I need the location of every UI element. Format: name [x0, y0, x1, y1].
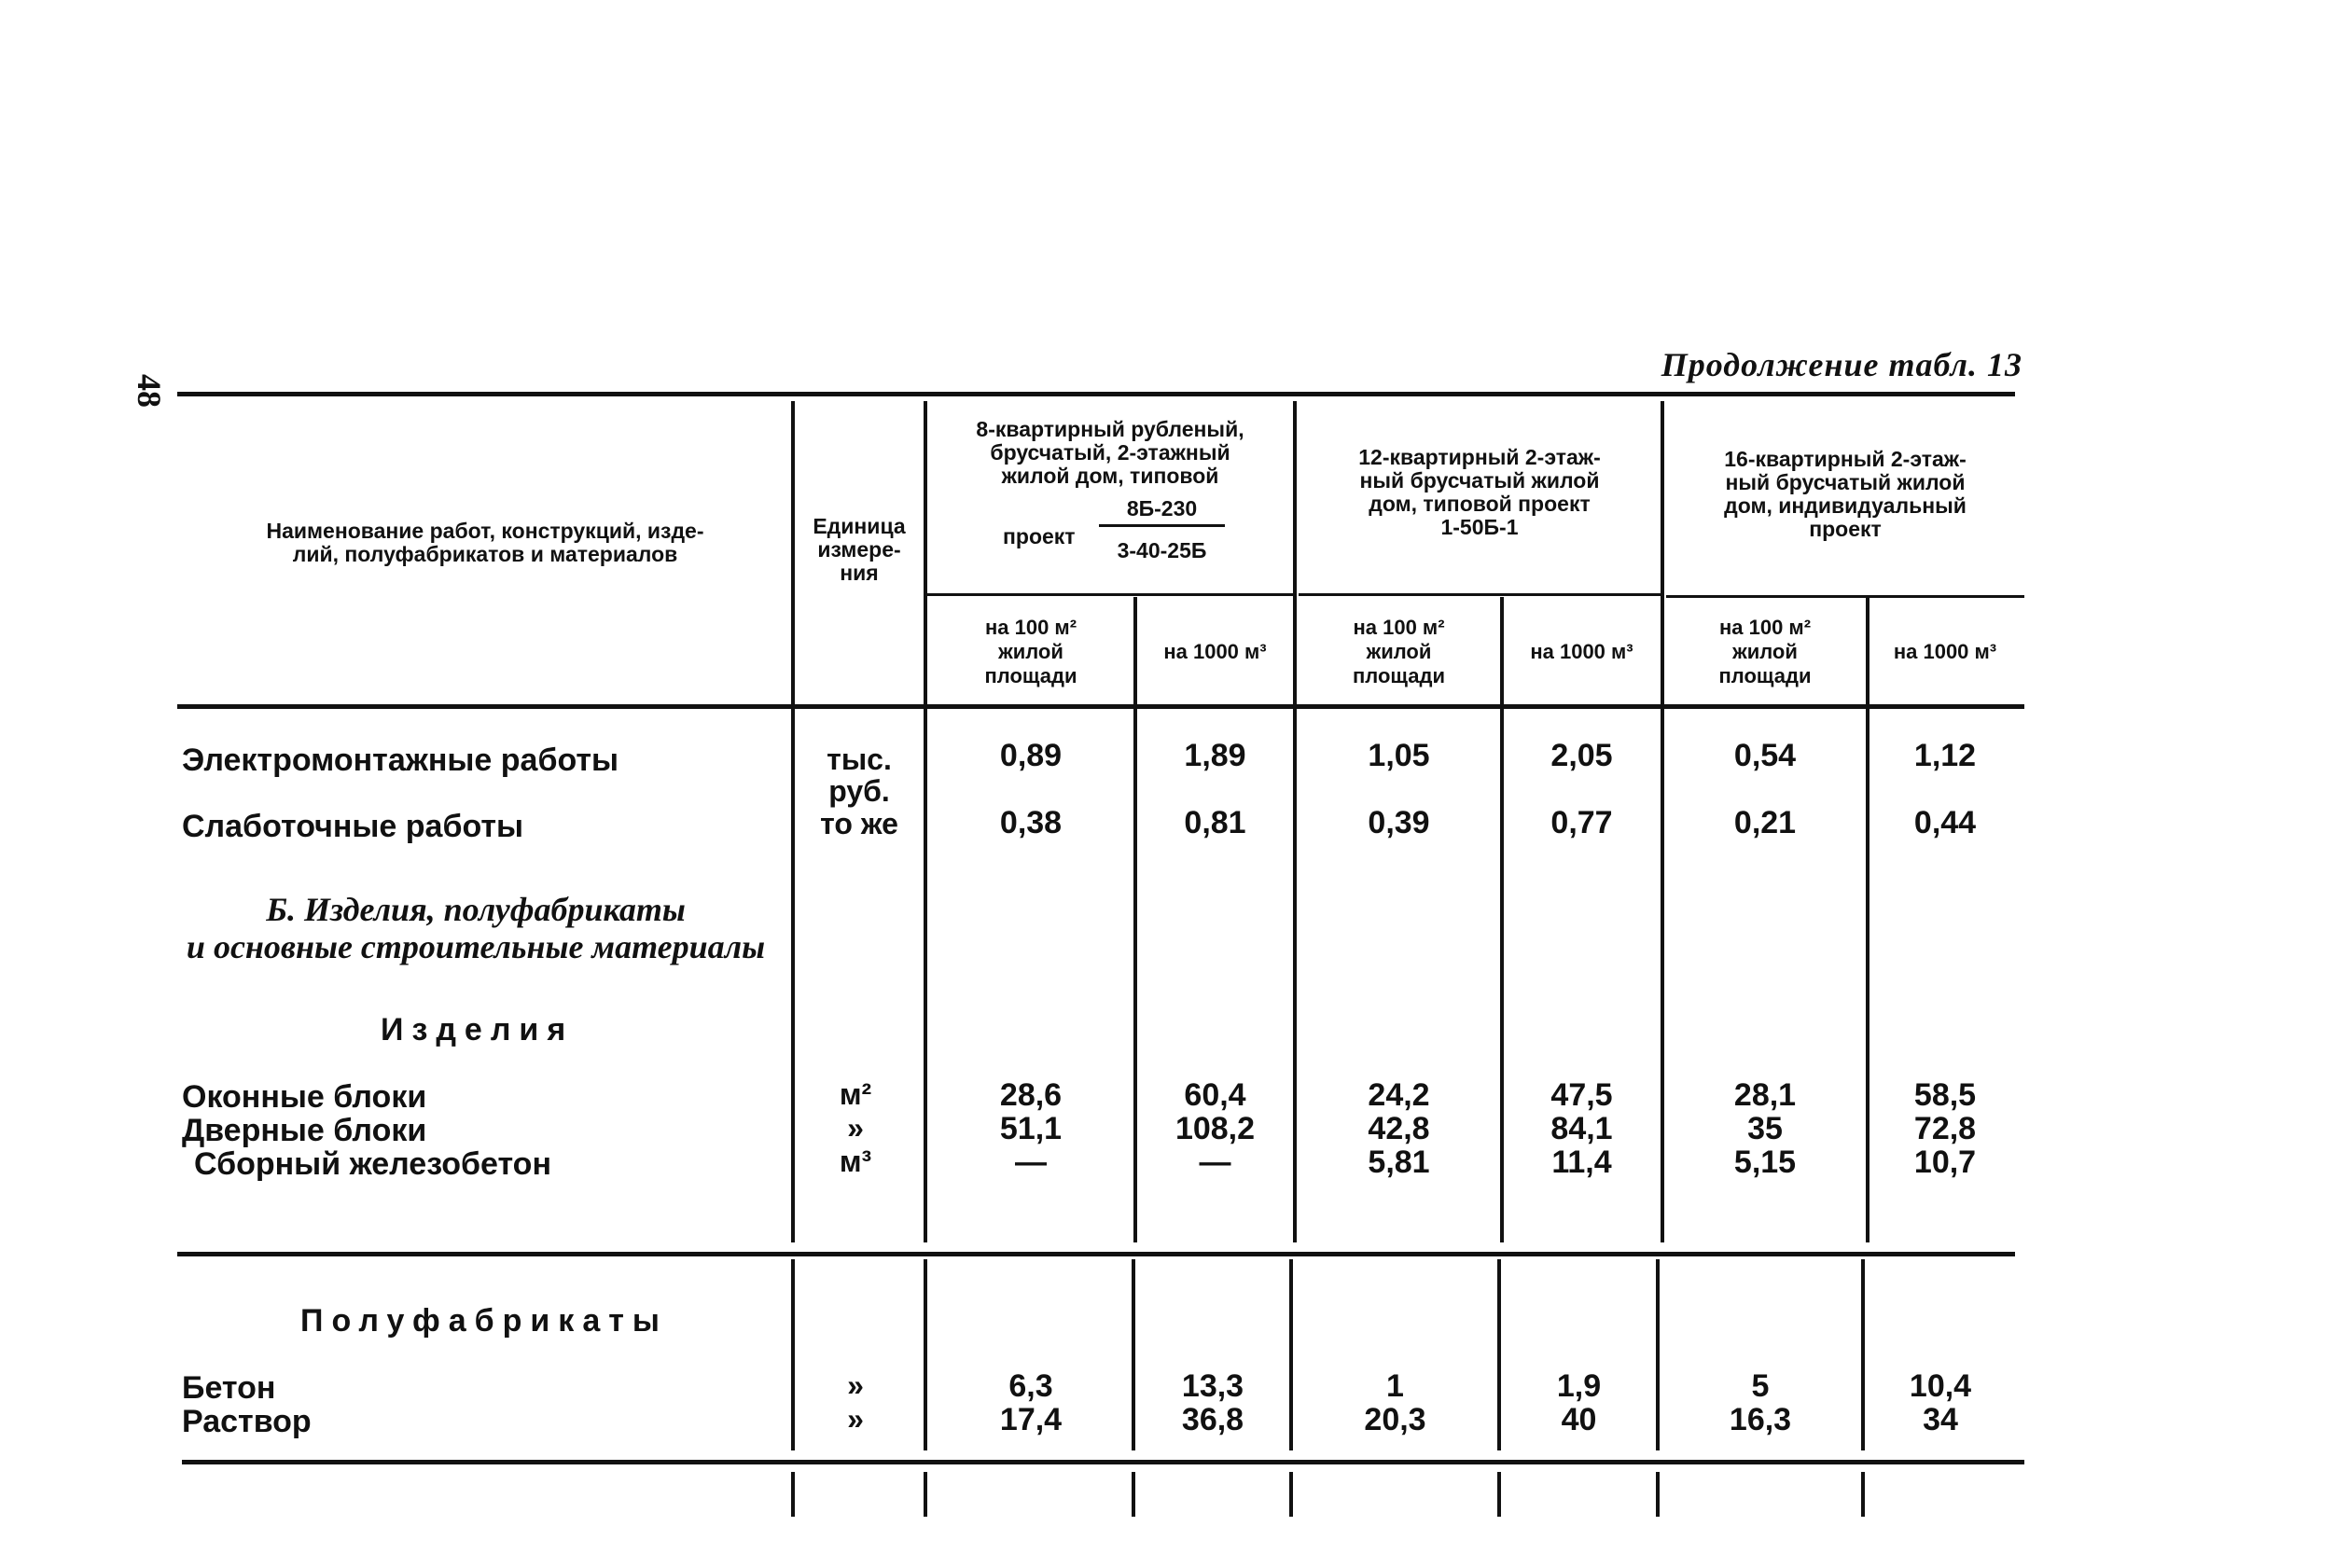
header-group-line: ный брусчатый жилой	[1725, 470, 1966, 494]
subheader-line: на 100 м²	[1353, 616, 1445, 639]
col-stub	[924, 1472, 927, 1517]
cell-mortar-g3-100: 16,3	[1729, 1402, 1792, 1437]
cell-windows-g2-100: 24,2	[1368, 1077, 1430, 1113]
subheader-line: жилой	[998, 640, 1063, 663]
subheader-per-1000-m3-g1: на 1000 м³	[1163, 640, 1267, 663]
header-group-line: 12-квартирный 2-этаж-	[1358, 445, 1601, 469]
header-name-column	[187, 520, 784, 566]
cell-concrete-g2-1000: 11,4	[1551, 1145, 1612, 1180]
section-b-line: и основные строительные материалы	[186, 928, 766, 965]
section-b-line: Б. Изделия, полуфабрикаты	[266, 891, 686, 928]
group-subheader-rule-1	[925, 593, 1295, 596]
subheader-per-1000-m3-g3: на 1000 м³	[1893, 640, 1997, 663]
cell-windows-g3-1000: 58,5	[1913, 1077, 1977, 1113]
subheader-line: площади	[1353, 664, 1445, 687]
header-group-line: дом, типовой проект	[1369, 492, 1591, 516]
subheader-line: жилой	[1366, 640, 1432, 663]
header-unit-column	[795, 515, 924, 585]
col-rule-group1-left	[924, 401, 927, 1242]
unit-line: руб.	[828, 774, 890, 808]
header-group-line: брусчатый, 2-этажный	[990, 440, 1230, 465]
cell-low-current-g3-100: 0,21	[1733, 805, 1797, 840]
header-name-line: лий, полуфабрикатов и материалов	[292, 542, 678, 566]
col-stub	[791, 1472, 795, 1517]
cell-doors-g3-1000: 72,8	[1913, 1111, 1977, 1146]
header-group-3	[1666, 448, 2024, 541]
header-group-1	[928, 418, 1292, 488]
subheader-line: на 100 м²	[1718, 616, 1812, 639]
group-subheader-rule-3	[1666, 595, 2024, 598]
subheader-per-100-living-area-g1	[928, 616, 1133, 688]
col-rule-group1-mid	[1133, 597, 1137, 1242]
header-group-2	[1299, 446, 1661, 539]
row-name-concrete-mix: Бетон	[182, 1370, 276, 1406]
row-name-low-current-works: Слаботочные работы	[182, 809, 524, 844]
col-rule-group3-mid-lower	[1861, 1259, 1865, 1450]
header-group-1-project-label: проект	[1003, 524, 1076, 548]
semi-products-heading: Полуфабрикаты	[300, 1303, 668, 1339]
header-group-line: 1-50Б-1	[1440, 515, 1519, 539]
cell-doors-g2-1000: 84,1	[1550, 1111, 1613, 1146]
row-unit-low-current-works: то же	[820, 807, 898, 840]
cell-beton-g2-1000: 1,9	[1556, 1368, 1602, 1404]
col-stub	[1497, 1472, 1501, 1517]
cell-low-current-g1-1000: 0,81	[1184, 805, 1246, 840]
cell-doors-g3-100: 35	[1747, 1111, 1783, 1146]
header-group-line: дом, индивидуальный	[1724, 493, 1967, 518]
cell-electrical-g1-100: 0,89	[999, 738, 1063, 773]
top-rule	[177, 392, 2015, 396]
subheader-line: площади	[984, 664, 1077, 687]
subheader-line: жилой	[1732, 640, 1798, 663]
header-group-line: 8-квартирный рубленый,	[976, 417, 1244, 441]
row-unit-concrete-mix: »	[847, 1368, 864, 1402]
col-rule-group2-left-lower	[1289, 1259, 1293, 1450]
cell-doors-g1-1000: 108,2	[1174, 1111, 1256, 1146]
col-stub	[1289, 1472, 1293, 1517]
group-subheader-rule-2	[1299, 593, 1661, 596]
col-stub	[1861, 1472, 1865, 1517]
cell-low-current-g1-100: 0,38	[999, 805, 1063, 840]
unit-line: тыс.	[827, 742, 892, 776]
header-group-1-fraction-bar	[1099, 524, 1225, 527]
cell-beton-g1-1000: 13,3	[1181, 1368, 1244, 1404]
header-bottom-rule	[177, 704, 2024, 709]
page-number: 48	[131, 374, 168, 408]
table-continuation-title: Продолжение табл. 13	[1661, 346, 2022, 383]
col-stub	[1132, 1472, 1135, 1517]
cell-doors-g1-100: 51,1	[999, 1111, 1063, 1146]
products-heading: Изделия	[381, 1012, 575, 1048]
header-name-line: Наименование работ, конструкций, изде-	[266, 519, 704, 543]
subheader-per-100-living-area-g2	[1299, 616, 1499, 688]
cell-electrical-g2-100: 1,05	[1368, 738, 1430, 773]
header-group-line: проект	[1809, 517, 1882, 541]
cell-mortar-g2-1000: 40	[1561, 1402, 1597, 1437]
col-rule-group2-mid	[1500, 597, 1504, 1242]
bottom-rule	[182, 1460, 2024, 1464]
cell-concrete-g1-1000: —	[1199, 1145, 1231, 1180]
subheader-line: на 100 м²	[984, 616, 1077, 639]
cell-electrical-g3-1000: 1,12	[1913, 738, 1977, 773]
cell-windows-g1-100: 28,6	[999, 1077, 1063, 1113]
col-rule-group1-left-lower	[924, 1259, 927, 1450]
cell-mortar-g3-1000: 34	[1923, 1402, 1958, 1437]
header-unit-line: Единица	[813, 514, 906, 538]
section-rule	[177, 1252, 2015, 1256]
row-unit-door-blocks: »	[847, 1111, 864, 1145]
cell-beton-g1-100: 6,3	[1008, 1368, 1053, 1404]
subheader-line: площади	[1718, 664, 1812, 687]
cell-mortar-g1-1000: 36,8	[1181, 1402, 1244, 1437]
cell-concrete-g1-100: —	[1015, 1145, 1047, 1180]
cell-low-current-g2-1000: 0,77	[1550, 805, 1613, 840]
header-group-line: жилой дом, типовой	[1001, 464, 1219, 488]
subheader-per-1000-m3-g2: на 1000 м³	[1530, 640, 1633, 663]
cell-beton-g3-100: 5	[1751, 1368, 1770, 1404]
cell-concrete-g2-100: 5,81	[1368, 1145, 1430, 1180]
header-group-line: ный брусчатый жилой	[1359, 468, 1600, 493]
row-name-window-blocks: Оконные блоки	[182, 1079, 427, 1115]
col-rule-group2-left	[1293, 401, 1297, 1242]
header-group-1-project-denominator: 3-40-25Б	[1117, 538, 1207, 562]
row-unit-mortar: »	[847, 1402, 864, 1436]
cell-windows-g2-1000: 47,5	[1550, 1077, 1613, 1113]
row-name-precast-concrete: Сборный железобетон	[194, 1146, 551, 1182]
cell-low-current-g2-100: 0,39	[1368, 805, 1430, 840]
cell-electrical-g1-1000: 1,89	[1184, 738, 1246, 773]
row-name-electrical-works: Электромонтажные работы	[182, 742, 619, 778]
cell-mortar-g1-100: 17,4	[999, 1402, 1063, 1437]
col-rule-group2-mid-lower	[1497, 1259, 1501, 1450]
cell-concrete-g3-100: 5,15	[1733, 1145, 1797, 1180]
col-rule-group3-mid	[1866, 597, 1869, 1242]
cell-doors-g2-100: 42,8	[1368, 1111, 1430, 1146]
subheader-per-100-living-area-g3	[1666, 616, 1864, 688]
cell-concrete-g3-1000: 10,7	[1913, 1145, 1977, 1180]
cell-beton-g2-100: 1	[1386, 1368, 1404, 1404]
cell-electrical-g3-100: 0,54	[1733, 738, 1797, 773]
col-rule-group3-left	[1661, 401, 1664, 1242]
header-group-line: 16-квартирный 2-этаж-	[1724, 447, 1967, 471]
row-unit-precast-concrete: м³	[839, 1145, 872, 1178]
cell-beton-g3-1000: 10,4	[1909, 1368, 1972, 1404]
section-b-title	[177, 891, 774, 965]
row-unit-window-blocks: м²	[839, 1077, 872, 1111]
header-unit-line: измере-	[817, 537, 901, 562]
header-unit-line: ния	[840, 561, 879, 585]
col-rule-group3-left-lower	[1656, 1259, 1660, 1450]
cell-mortar-g2-100: 20,3	[1364, 1402, 1426, 1437]
cell-electrical-g2-1000: 2,05	[1550, 738, 1613, 773]
cell-low-current-g3-1000: 0,44	[1913, 805, 1977, 840]
cell-windows-g1-1000: 60,4	[1184, 1077, 1246, 1113]
cell-windows-g3-100: 28,1	[1733, 1077, 1797, 1113]
row-name-mortar: Раствор	[182, 1404, 312, 1439]
col-stub	[1656, 1472, 1660, 1517]
header-group-1-project-numerator: 8Б-230	[1126, 496, 1198, 520]
row-unit-electrical-works	[795, 743, 924, 807]
row-name-door-blocks: Дверные блоки	[182, 1113, 427, 1148]
